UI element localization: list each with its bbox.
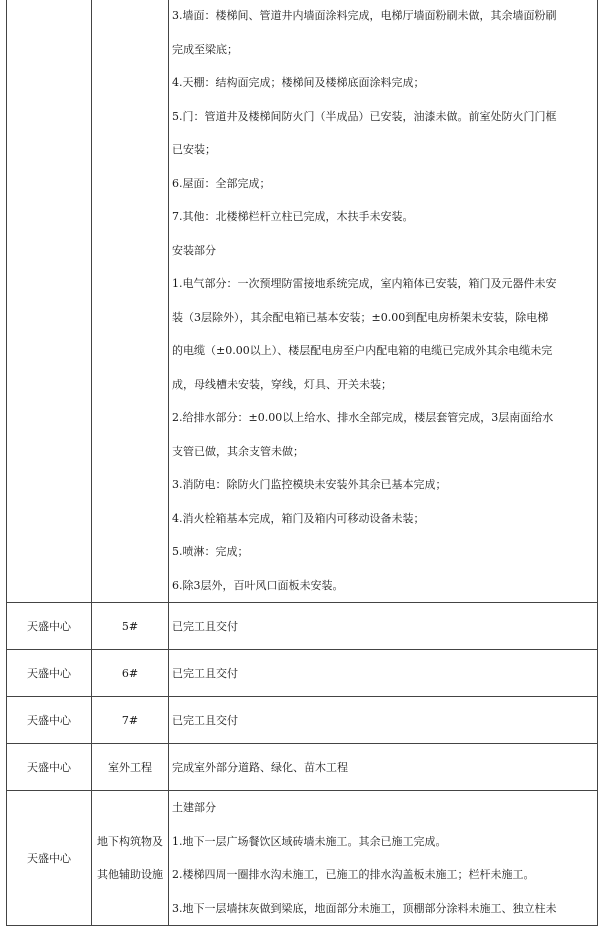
building-cell: 5#	[92, 603, 169, 650]
project-cell: 天盛中心	[7, 650, 92, 697]
building-line: 其他辅助设施	[97, 868, 163, 881]
project-cell: 天盛中心	[7, 744, 92, 791]
table-row	[7, 791, 598, 926]
section-heading: 安装部分	[172, 243, 216, 257]
text-line: 已安装；	[172, 143, 216, 156]
text-line: 完成至梁底；	[172, 42, 238, 56]
project-cell: 天盛中心	[7, 603, 92, 650]
status-cell: 完成室外部分道路、绿化、苗木工程	[169, 744, 598, 791]
text-line: 6.除3层外，百叶风口面板未安装。	[172, 578, 344, 592]
text-line: 1.电气部分：一次预埋防雷接地系统完成，室内箱体已安装，箱门及元器件未安	[172, 277, 557, 290]
status-cell	[169, 0, 598, 603]
status-cell: 已完工且交付	[169, 603, 598, 650]
status-cell	[169, 791, 598, 926]
project-cell: 天盛中心	[7, 697, 92, 744]
text-line: 成，母线槽未安装，穿线，灯具、开关未装；	[172, 377, 392, 391]
text-line: 支管已做，其余支管未做；	[172, 444, 304, 458]
text-line: 3.地下一层墙抹灰做到梁底，地面部分未施工，顶棚部分涂料未施工、独立柱未	[172, 901, 557, 915]
text-line: 装（3层除外），其余配电箱已基本安装；±0.00到配电房桥架未安装，除电梯	[172, 310, 549, 324]
text-line: 7.其他：北楼梯栏杆立柱已完成，木扶手未安装。	[172, 210, 414, 223]
building-cell: 7#	[92, 697, 169, 744]
text-line: 2.给排水部分：±0.00以上给水、排水全部完成，楼层套管完成，3层南面给水	[172, 411, 554, 424]
text-line: 4.消火栓箱基本完成，箱门及箱内可移动设备未装；	[172, 511, 425, 525]
text-line: 5.门：管道井及楼梯间防火门（半成品）已安装，油漆未做。前室处防火门门框	[172, 109, 557, 123]
text-line: 5.喷淋：完成；	[172, 545, 249, 558]
construction-status-table	[6, 0, 598, 926]
building-line: 地下构筑物及	[97, 835, 163, 848]
project-cell: 天盛中心	[7, 791, 92, 926]
building-cell: 室外工程	[92, 744, 169, 791]
text-line: 4.天棚：结构面完成；楼梯间及楼梯底面涂料完成；	[172, 76, 425, 89]
text-line: 1.地下一层广场餐饮区域砖墙未施工。其余已施工完成。	[172, 834, 447, 848]
table-row	[7, 744, 598, 791]
text-line: 3.消防电：除防火门监控模块未安装外其余已基本完成；	[172, 478, 447, 491]
status-cell: 已完工且交付	[169, 697, 598, 744]
status-cell: 已完工且交付	[169, 650, 598, 697]
table-row	[7, 603, 598, 650]
text-line: 2.楼梯四周一圈排水沟未施工，已施工的排水沟盖板未施工；栏杆未施工。	[172, 868, 535, 881]
table-row	[7, 650, 598, 697]
text-line: 6.屋面：全部完成；	[172, 176, 271, 190]
building-cell	[92, 791, 169, 926]
section-heading: 土建部分	[172, 801, 216, 814]
project-cell	[7, 0, 92, 603]
building-cell	[92, 0, 169, 603]
table-row	[7, 0, 598, 603]
text-line: 3.墙面：楼梯间、管道井内墙面涂料完成，电梯厅墙面粉刷未做，其余墙面粉刷	[172, 9, 557, 22]
table-row	[7, 697, 598, 744]
building-cell: 6#	[92, 650, 169, 697]
text-line: 的电缆（±0.00以上）、楼层配电房至户内配电箱的电缆已完成外其余电缆未完	[172, 344, 553, 357]
